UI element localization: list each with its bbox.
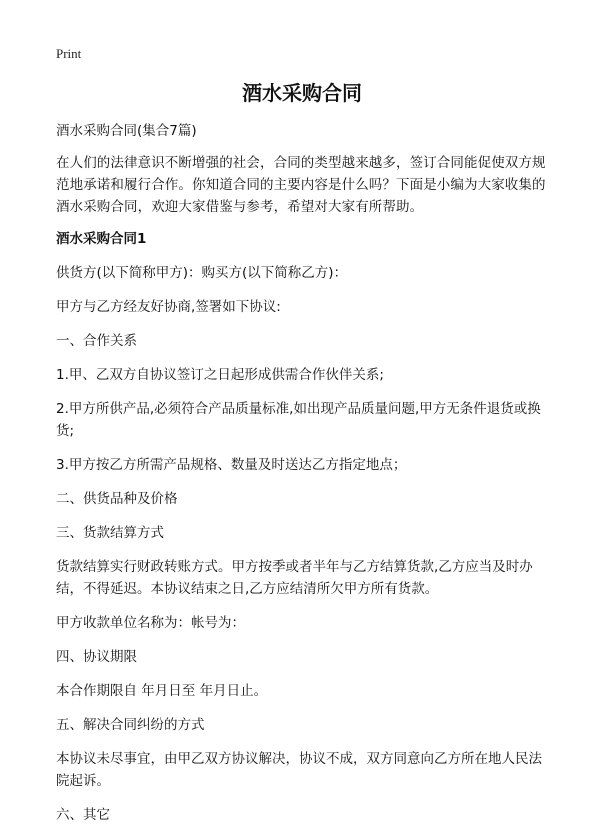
clause-disputes: 本协议未尽事宜，由甲乙双方协议解决，协议不成，双方同意向乙方所在地人民法院起诉。 [56, 751, 542, 789]
heading-supply-price: 二、供货品种及价格 [56, 491, 178, 507]
document-subtitle: 酒水采购合同(集合7篇) [56, 123, 197, 139]
document-body [56, 70, 548, 838]
clause-1-3: 3.甲方按乙方所需产品规格、数量及时送达乙方指定地点； [56, 457, 407, 473]
heading-disputes: 五、解决合同纠纷的方式 [56, 717, 205, 733]
paragraph-agreement: 甲方与乙方经友好协商,签署如下协议: [56, 299, 281, 315]
clause-1-2: 2.甲方所供产品,必须符合产品质量标准,如出现产品质量问题,甲方无条件退货或换货; [56, 401, 541, 439]
document-title: 酒水采购合同 [242, 81, 362, 105]
paragraph-parties: 供货方(以下简称甲方)：购买方(以下简称乙方)： [56, 265, 348, 281]
clause-account: 甲方收款单位名称为：帐号为： [56, 615, 245, 631]
intro-paragraph: 在人们的法律意识不断增强的社会，合同的类型越来越多，签订合同能促使双方规范地承诺和履行合作。你知道合同的主要内容是什么吗？下面是小编为大家收集的酒水采购合同，欢迎大家借鉴与参考，希望对大家有所帮助。 [56, 155, 546, 215]
clause-1-1: 1.甲、乙双方自协议签订之日起形成供需合作伙伴关系; [56, 367, 384, 383]
section-title: 酒水采购合同1 [56, 231, 147, 247]
heading-payment: 三、货款结算方式 [56, 525, 164, 541]
clause-payment: 货款结算实行财政转账方式。甲方按季或者半年与乙方结算货款,乙方应当及时办结，不得延迟。本协议结束之日,乙方应结清所欠甲方所有货款。 [56, 559, 533, 597]
heading-other: 六、其它 [56, 807, 110, 823]
heading-term: 四、协议期限 [56, 649, 137, 665]
heading-cooperation: 一、合作关系 [56, 333, 137, 349]
print-link[interactable]: Print [56, 46, 82, 61]
clause-term: 本合作期限自 年月日至 年月日止。 [56, 683, 268, 699]
